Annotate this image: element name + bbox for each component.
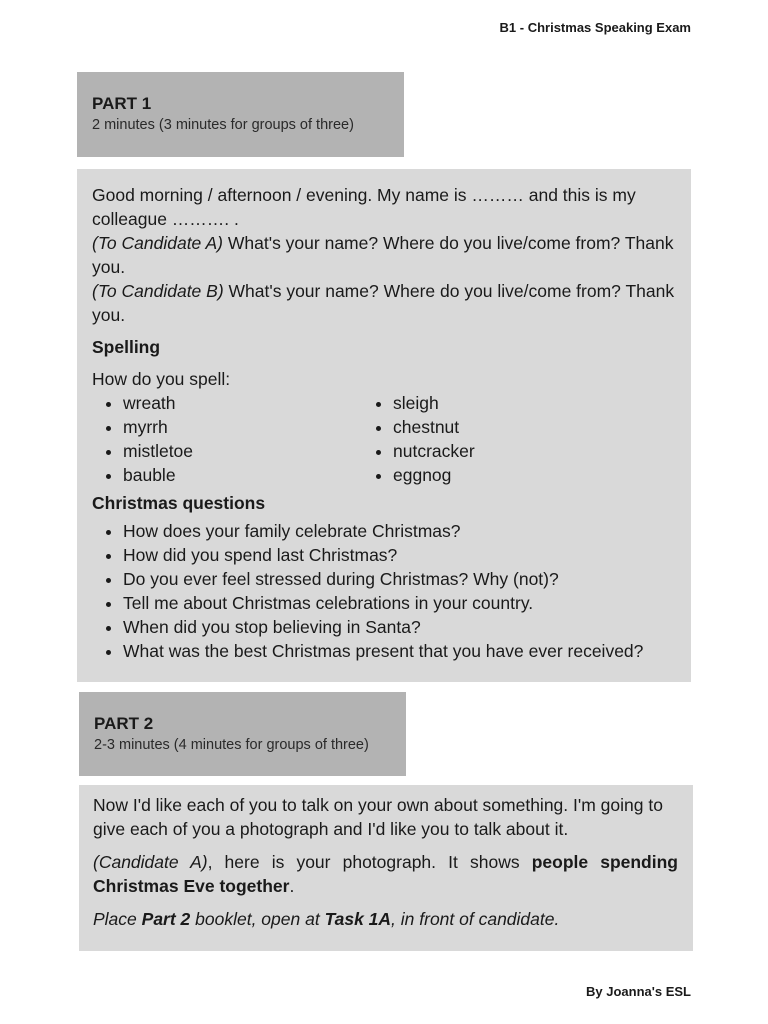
spelling-list-right	[363, 391, 475, 487]
spelling-heading: Spelling	[92, 337, 161, 357]
note-part-b: booklet, open at	[190, 909, 325, 929]
candidate-a-label: (To Candidate A)	[92, 233, 224, 253]
candidate-b-text: What's your name? Where do you live/come from? Thank you.	[92, 281, 675, 325]
examiner-note-text	[93, 909, 559, 929]
list-item: • myrrh	[123, 415, 363, 439]
part2-prompt-text: , here is your photograph. It shows	[207, 852, 532, 872]
list-item: • nutcracker	[393, 439, 475, 463]
candidate-b-label: (To Candidate B)	[92, 281, 224, 301]
list-item: • How does your family celebrate Christmas?	[123, 519, 676, 543]
footer-credit: By Joanna's ESL	[586, 984, 691, 999]
part1-subtitle: 2 minutes (3 minutes for groups of three)	[92, 117, 354, 133]
note-task: Task 1A	[324, 909, 392, 929]
list-item: • When did you stop believing in Santa?	[123, 615, 676, 639]
list-item: • Tell me about Christmas celebrations in your country.	[123, 591, 676, 615]
part1-header-box	[77, 72, 404, 157]
list-item: • bauble	[123, 463, 363, 487]
examiner-note	[93, 907, 678, 931]
part2-header-box	[79, 692, 406, 776]
list-item: • sleigh	[393, 391, 475, 415]
candidate-a-text: What's your name? Where do you live/come from? Thank you.	[92, 233, 674, 277]
part1-title: PART 1	[92, 94, 152, 113]
note-booklet: Part 2	[141, 909, 191, 929]
list-item: • What was the best Christmas present that you have ever received?	[123, 639, 676, 663]
part2-instructions: Now I'd like each of you to talk on your own about something. I'm going to give each of you a photograph and I'd like you to talk about it.	[93, 795, 663, 839]
note-part-a: Place	[93, 909, 142, 929]
part1-content-box	[77, 169, 691, 682]
list-item: • How did you spend last Christmas?	[123, 543, 676, 567]
greeting-text: Good morning / afternoon / evening. My name is ……… and this is my colleague ………. .	[92, 185, 636, 229]
part2-subtitle: 2-3 minutes (4 minutes for groups of three)	[94, 737, 369, 753]
photo-topic: people spending Christmas Eve together	[93, 852, 678, 896]
spelling-prompt: How do you spell:	[92, 369, 231, 389]
part2-candidate-a-prompt	[93, 850, 678, 898]
part2-candidate-a-label: (Candidate A)	[93, 852, 208, 872]
christmas-questions-list	[92, 519, 676, 663]
part2-title: PART 2	[94, 714, 154, 733]
list-item: • mistletoe	[123, 439, 363, 463]
part2-content-box	[79, 785, 693, 951]
part2-prompt-end: .	[289, 876, 295, 896]
candidate-a-question	[92, 231, 676, 279]
christmas-questions-heading: Christmas questions	[92, 493, 266, 513]
note-part-c: , in front of candidate.	[391, 909, 560, 929]
document-header-title: B1 - Christmas Speaking Exam	[499, 20, 691, 35]
list-item: • eggnog	[393, 463, 475, 487]
spelling-list-left	[92, 391, 363, 487]
list-item: • wreath	[123, 391, 363, 415]
list-item: • Do you ever feel stressed during Christmas? Why (not)?	[123, 567, 676, 591]
list-item: • chestnut	[393, 415, 475, 439]
spelling-word-columns	[92, 391, 676, 487]
candidate-b-question	[92, 279, 676, 327]
